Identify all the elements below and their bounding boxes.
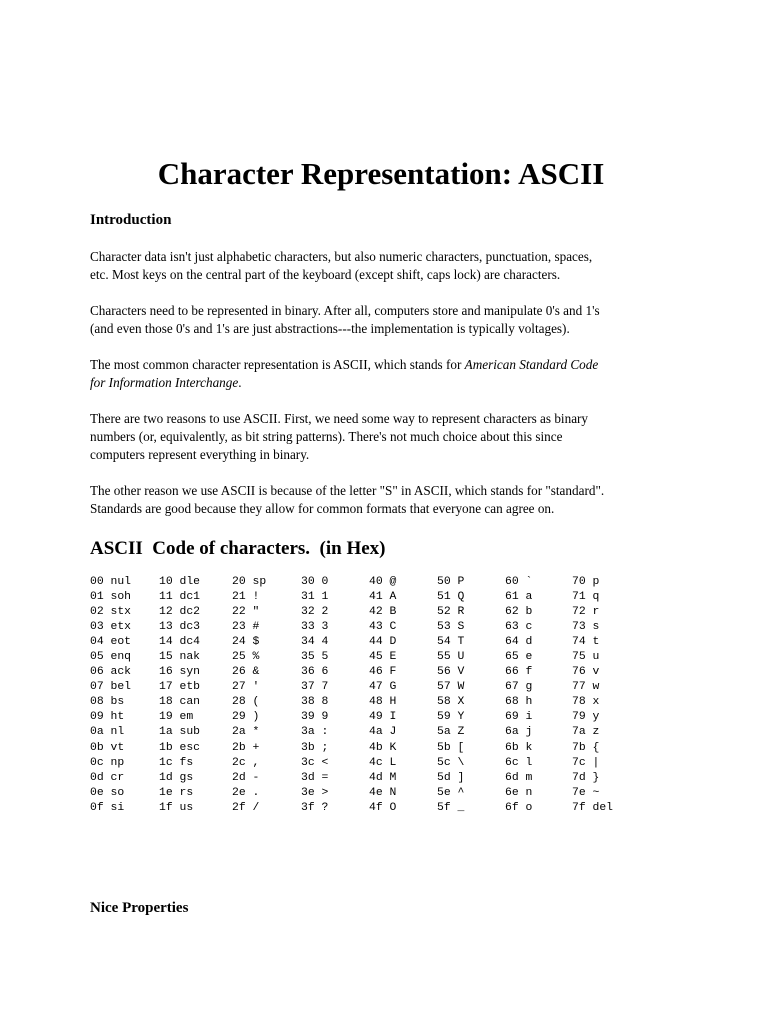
table-row (90, 575, 650, 590)
paragraph-line: (and even those 0's and 1's are just abstractions---the implementation is typically voltages). (90, 321, 570, 336)
table-cell: 58 X (437, 696, 465, 709)
table-cell: 3f ? (301, 801, 329, 814)
paragraph-line: Character data isn't just alphabetic characters, but also numeric characters, punctuation, spaces, (90, 249, 593, 264)
table-cell: 72 r (572, 606, 600, 619)
table-row (90, 741, 650, 756)
table-cell: 63 c (505, 621, 533, 634)
paragraph-2 (90, 302, 690, 338)
table-cell: 65 e (505, 651, 533, 664)
paragraph-line: The other reason we use ASCII is because of the letter "S" in ASCII, which stands for "standard". (90, 483, 605, 498)
table-cell: 5b [ (437, 741, 465, 754)
table-cell: 6a j (505, 726, 533, 739)
table-cell: 38 8 (301, 696, 329, 709)
table-cell: 60 ` (505, 576, 533, 588)
table-cell: 3d = (301, 771, 329, 784)
ascii-expansion-text: for Information Interchange (90, 375, 239, 390)
table-cell: 6c l (505, 756, 533, 769)
table-cell: 33 3 (301, 621, 329, 634)
table-row (90, 801, 650, 816)
table-cell: 7f del (572, 801, 614, 814)
table-row (90, 725, 650, 740)
table-cell: 00 nul (90, 576, 132, 588)
table-cell: 28 ( (232, 696, 260, 709)
table-cell: 2c , (232, 756, 260, 769)
table-cell: 48 H (369, 696, 397, 709)
table-cell: 73 s (572, 621, 600, 634)
paragraph-text: The most common character representation is ASCII, which stands for (90, 357, 465, 372)
paragraph-text: . (238, 375, 242, 390)
table-cell: 4e N (369, 786, 397, 799)
paragraph-line: Characters need to be represented in binary. After all, computers store and manipulate 0's and 1's (90, 303, 600, 318)
table-cell: 45 E (369, 651, 397, 664)
table-cell: 20 sp (232, 576, 267, 588)
table-cell: 02 stx (90, 606, 132, 619)
table-cell: 12 dc2 (159, 606, 201, 619)
section-heading-ascii-table: ASCII Code of characters. (in Hex) (90, 538, 386, 559)
table-cell: 54 T (437, 636, 465, 649)
paragraph-1 (90, 248, 690, 284)
table-row (90, 680, 650, 695)
table-row (90, 590, 650, 605)
table-cell: 49 I (369, 711, 397, 724)
table-cell: 0a nl (90, 726, 125, 739)
table-cell: 44 D (369, 636, 397, 649)
table-cell: 10 dle (159, 576, 201, 588)
paragraph-4 (90, 410, 690, 464)
table-cell: 14 dc4 (159, 636, 201, 649)
table-cell: 4f O (369, 801, 397, 814)
table-cell: 05 enq (90, 651, 132, 664)
table-cell: 51 Q (437, 591, 465, 604)
table-cell: 57 W (437, 681, 465, 694)
table-cell: 24 $ (232, 636, 260, 649)
table-cell: 69 i (505, 711, 533, 724)
table-cell: 2e . (232, 786, 260, 799)
table-cell: 6d m (505, 771, 533, 784)
table-cell: 08 bs (90, 696, 125, 709)
table-cell: 43 C (369, 621, 397, 634)
table-cell: 4d M (369, 771, 397, 784)
table-cell: 41 A (369, 591, 397, 604)
table-cell: 70 p (572, 576, 600, 588)
table-cell: 53 S (437, 621, 465, 634)
page-title: Character Representation: ASCII (157, 156, 605, 191)
table-cell: 0c np (90, 756, 125, 769)
table-cell: 5e ^ (437, 786, 465, 799)
table-cell: 67 g (505, 681, 533, 694)
table-cell: 3a : (301, 726, 329, 739)
table-cell: 40 @ (369, 576, 397, 588)
table-cell: 07 bel (90, 681, 132, 694)
table-cell: 47 G (369, 681, 397, 694)
table-row (90, 635, 650, 650)
table-row (90, 665, 650, 680)
table-cell: 23 # (232, 621, 260, 634)
paragraph-line: numbers (or, equivalently, as bit string patterns). There's not much choice about this since (90, 429, 563, 444)
ascii-hex-table (90, 575, 650, 816)
table-cell: 6e n (505, 786, 533, 799)
table-cell: 1a sub (159, 726, 201, 739)
table-cell: 77 w (572, 681, 600, 694)
table-cell: 4b K (369, 741, 397, 754)
table-cell: 1c fs (159, 756, 194, 769)
table-cell: 62 b (505, 606, 533, 619)
paragraph-5 (90, 482, 690, 518)
table-cell: 3e > (301, 786, 329, 799)
table-cell: 31 1 (301, 591, 329, 604)
table-cell: 79 y (572, 711, 600, 724)
table-cell: 04 eot (90, 636, 132, 649)
table-row (90, 710, 650, 725)
ascii-expansion-text: American Standard Code (464, 357, 599, 372)
table-cell: 6b k (505, 741, 533, 754)
table-cell: 4c L (369, 756, 397, 769)
table-row (90, 695, 650, 710)
section-heading-introduction: Introduction (90, 212, 172, 228)
table-row (90, 771, 650, 786)
table-cell: 37 7 (301, 681, 329, 694)
table-cell: 55 U (437, 651, 465, 664)
table-cell: 2b + (232, 741, 260, 754)
table-cell: 35 5 (301, 651, 329, 664)
table-cell: 0f si (90, 801, 125, 814)
table-cell: 3b ; (301, 741, 329, 754)
table-cell: 76 v (572, 666, 600, 679)
table-cell: 78 x (572, 696, 600, 709)
section-heading-nice-properties: Nice Properties (90, 900, 189, 916)
table-cell: 68 h (505, 696, 533, 709)
table-cell: 32 2 (301, 606, 329, 619)
table-cell: 7d } (572, 771, 600, 784)
table-cell: 36 6 (301, 666, 329, 679)
table-cell: 64 d (505, 636, 533, 649)
table-cell: 06 ack (90, 666, 132, 679)
table-cell: 6f o (505, 801, 533, 814)
table-cell: 17 etb (159, 681, 201, 694)
table-row (90, 756, 650, 771)
table-cell: 5d ] (437, 771, 465, 784)
table-cell: 56 V (437, 666, 465, 679)
table-cell: 75 u (572, 651, 600, 664)
table-cell: 19 em (159, 711, 194, 724)
table-cell: 5a Z (437, 726, 465, 739)
paragraph-line (90, 374, 690, 392)
table-cell: 39 9 (301, 711, 329, 724)
paragraph-3 (90, 356, 690, 392)
table-cell: 7b { (572, 741, 600, 754)
table-cell: 7c | (572, 756, 600, 769)
table-cell: 21 ! (232, 591, 260, 604)
table-cell: 1d gs (159, 771, 194, 784)
table-cell: 13 dc3 (159, 621, 201, 634)
table-cell: 4a J (369, 726, 397, 739)
table-cell: 71 q (572, 591, 600, 604)
table-cell: 34 4 (301, 636, 329, 649)
table-cell: 1e rs (159, 786, 194, 799)
table-cell: 29 ) (232, 711, 260, 724)
table-row (90, 620, 650, 635)
paragraph-line: etc. Most keys on the central part of the keyboard (except shift, caps lock) are characters. (90, 267, 561, 282)
table-cell: 2f / (232, 801, 260, 814)
table-cell: 74 t (572, 636, 600, 649)
table-cell: 7e ~ (572, 786, 600, 799)
table-cell: 5c \ (437, 756, 465, 769)
paragraph-line: There are two reasons to use ASCII. First, we need some way to represent characters as binary (90, 411, 589, 426)
table-cell: 0b vt (90, 741, 125, 754)
table-cell: 66 f (505, 666, 533, 679)
table-cell: 2a * (232, 726, 260, 739)
table-cell: 2d - (232, 771, 260, 784)
table-cell: 3c < (301, 756, 329, 769)
table-cell: 01 soh (90, 591, 132, 604)
table-cell: 61 a (505, 591, 533, 604)
table-cell: 5f _ (437, 801, 465, 814)
table-cell: 27 ' (232, 681, 260, 694)
table-cell: 0d cr (90, 771, 125, 784)
table-cell: 7a z (572, 726, 600, 739)
table-cell: 1f us (159, 801, 194, 814)
table-cell: 59 Y (437, 711, 465, 724)
table-cell: 11 dc1 (159, 591, 201, 604)
table-cell: 15 nak (159, 651, 201, 664)
table-cell: 22 " (232, 606, 260, 619)
table-cell: 42 B (369, 606, 397, 619)
table-cell: 52 R (437, 606, 465, 619)
table-row (90, 605, 650, 620)
paragraph-line (90, 356, 690, 374)
table-cell: 18 can (159, 696, 201, 709)
table-cell: 09 ht (90, 711, 125, 724)
table-cell: 0e so (90, 786, 125, 799)
table-row (90, 650, 650, 665)
table-cell: 26 & (232, 666, 260, 679)
table-cell: 25 % (232, 651, 260, 664)
table-cell: 50 P (437, 576, 465, 588)
table-cell: 03 etx (90, 621, 132, 634)
table-cell: 1b esc (159, 741, 201, 754)
table-cell: 30 0 (301, 576, 329, 588)
table-cell: 16 syn (159, 666, 201, 679)
paragraph-line: Standards are good because they allow for common formats that everyone can agree on. (90, 501, 555, 516)
paragraph-line: computers represent everything in binary. (90, 447, 310, 462)
table-row (90, 786, 650, 801)
table-cell: 46 F (369, 666, 397, 679)
